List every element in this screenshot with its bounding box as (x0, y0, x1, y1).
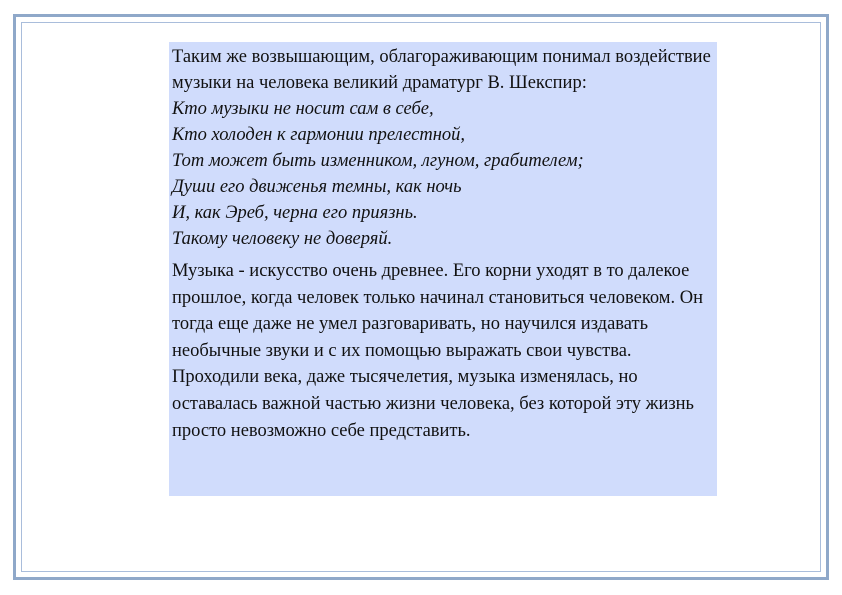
verse-line: Тот может быть изменником, лгуном, грабителем; (172, 151, 584, 171)
verse-line: Души его движенья темны, как ночь (172, 177, 462, 197)
verse-line: Такому человеку не доверяй. (172, 229, 393, 249)
text-box (169, 42, 717, 496)
verse-line: Кто музыки не носит сам в себе, (172, 99, 434, 119)
intro-text: Таким же возвышающим, облагораживающим понимал воздействие музыки на человека великий драматург В. Шекспир: (172, 47, 711, 93)
shakespeare-verse (172, 96, 713, 252)
verse-line: И, как Эреб, черна его приязнь. (172, 203, 418, 223)
verse-line: Кто холоден к гармонии прелестной, (172, 125, 466, 145)
music-history-paragraph: Музыка - искусство очень древнее. Его корни уходят в то далекое прошлое, когда человек только начинал становиться человеком. Он тогда еще даже не умел разговаривать, но научился издавать необычные звуки и с их помощью выражать свои чувства. Проходили века, даже тысячелетия, музыка изменялась, но оставалась важной частью жизни человека, без которой эту жизнь просто невозможно себе представить. (172, 261, 704, 441)
